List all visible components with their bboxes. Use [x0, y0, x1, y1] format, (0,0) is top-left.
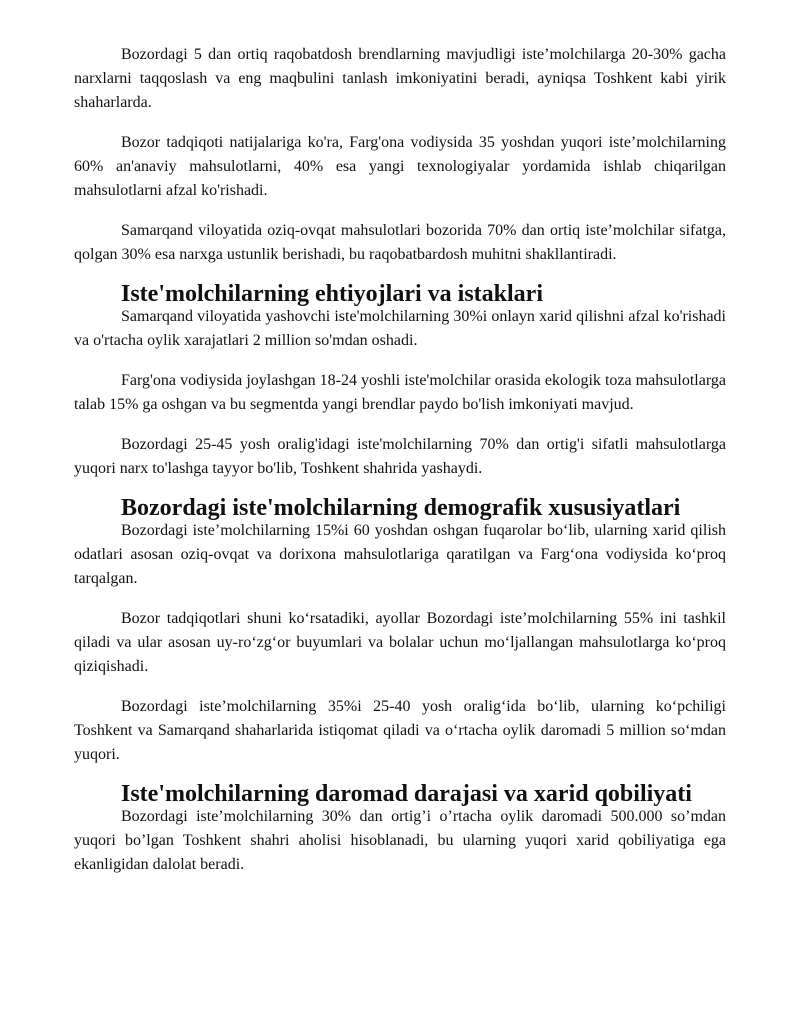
section-heading-demographics: Bozordagi iste'molchilarning demografik xususiyatlari — [121, 495, 681, 521]
paragraph-fergana-eco-products: Farg'ona vodiysida joylashgan 18-24 yoshli iste'molchilar orasida ekologik toza mahsulotlarga talab 15% ga oshgan va bu segmentda yangi brendlar paydo bo'lish imkoniyati mavjud. — [74, 372, 726, 413]
paragraph-samarkand-food-market: Samarqand viloyatida oziq-ovqat mahsulotlari bozorida 70% dan ortiq iste’molchilar sifatga, qolgan 30% esa narxga ustunlik berishadi, bu raqobatbardosh muhitni shakllantiradi. — [74, 222, 726, 263]
paragraph-age-25-40: Bozordagi iste’molchilarning 35%i 25-40 yosh oralig‘ida bo‘lib, ularning ko‘pchiligi Toshkent va Samarqand shaharlarida istiqomat qiladi va o‘rtacha oylik daromadi 5 million so‘mdan yuqori. — [74, 698, 726, 763]
paragraph-tashkent-income: Bozordagi iste’molchilarning 30% dan ortig’i o’rtacha oylik daromadi 500.000 so’mdan yuqori bo’lgan Toshkent shahri aholisi hisoblanadi, bu ularning yuqori xarid qobiliyatiga ega ekanligidan dalolat beradi. — [74, 808, 726, 873]
paragraph-elderly-consumers: Bozordagi iste’molchilarning 15%i 60 yoshdan oshgan fuqarolar bo‘lib, ularning xarid qilish odatlari asosan oziq-ovqat va dorixona mahsulotlariga qaratilgan va Farg‘ona vodiysida ko‘proq tarqalgan. — [74, 522, 726, 587]
section-heading-needs: Iste'molchilarning ehtiyojlari va istaklari — [121, 281, 543, 307]
paragraph-samarkand-online: Samarqand viloyatida yashovchi iste'molchilarning 30%i onlayn xarid qilishni afzal ko'rishadi va o'rtacha oylik xarajatlari 2 million so'mdan oshadi. — [74, 308, 726, 349]
paragraph-women-consumers: Bozor tadqiqotlari shuni ko‘rsatadiki, ayollar Bozordagi iste’molchilarning 55% ini tashkil qiladi va ular asosan uy-ro‘zg‘or buyumlari va bolalar uchun mo‘ljallangan mahsulotlarga ko‘proq qiziqishadi. — [74, 610, 726, 675]
section-heading-income: Iste'molchilarning daromad darajasi va xarid qobiliyati — [121, 781, 692, 807]
paragraph-brands-competition: Bozordagi 5 dan ortiq raqobatdosh brendlarning mavjudligi iste’molchilarga 20-30% gacha narxlarni taqqoslash va eng maqbulini tanlash imkoniyatini beradi, ayniqsa Toshkent kabi yirik shaharlarda. — [74, 46, 726, 111]
paragraph-quality-products: Bozordagi 25-45 yosh oralig'idagi iste'molchilarning 70% dan ortig'i sifatli mahsulotlarga yuqori narx to'lashga tayyor bo'lib, Toshkent shahrida yashaydi. — [74, 436, 726, 477]
paragraph-fergana-preferences: Bozor tadqiqoti natijalariga ko'ra, Farg'ona vodiysida 35 yoshdan yuqori iste’molchilarning 60% an'anaviy mahsulotlarni, 40% esa yangi texnologiyalar yordamida ishlab chiqarilgan mahsulotlarni afzal ko'rishadi. — [74, 134, 726, 199]
